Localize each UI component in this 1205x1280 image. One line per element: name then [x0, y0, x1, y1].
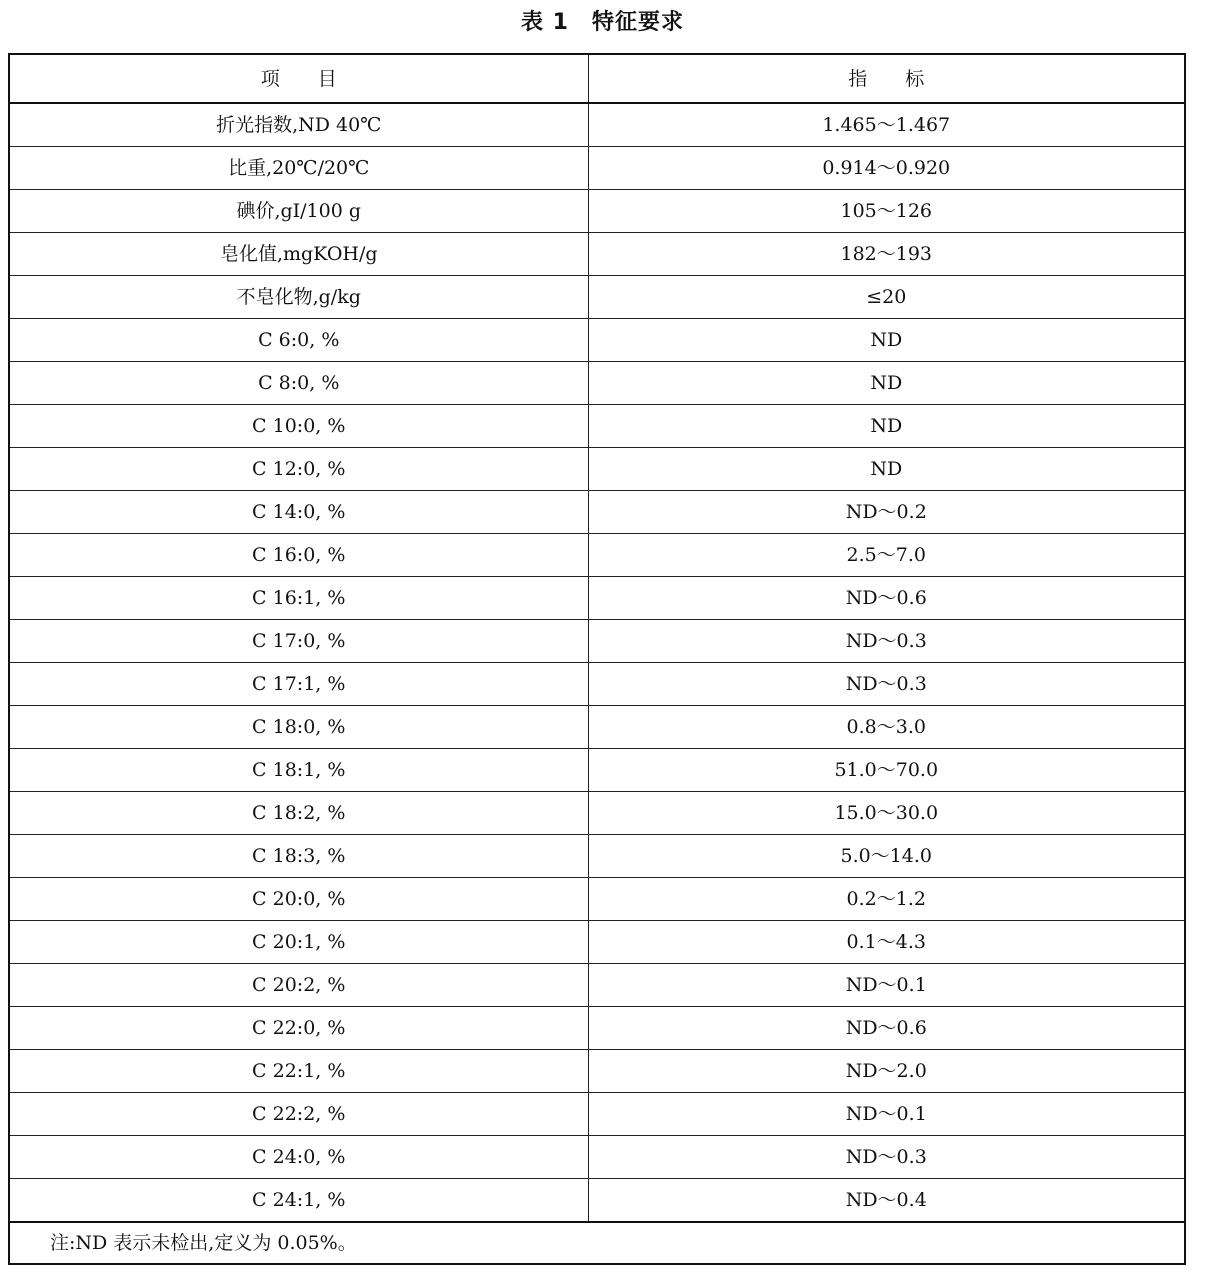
table-row	[10, 362, 1184, 405]
value-cell: 5.0～14.0	[588, 835, 1184, 878]
value-cell: 15.0～30.0	[588, 792, 1184, 835]
table-row	[10, 1050, 1184, 1093]
table-body	[10, 103, 1184, 1222]
table-row	[10, 103, 1184, 147]
value-cell: 105～126	[588, 190, 1184, 233]
value-cell: ND	[588, 448, 1184, 491]
value-cell: ND	[588, 405, 1184, 448]
table-row	[10, 663, 1184, 706]
item-cell: 不皂化物,g/kg	[10, 276, 588, 319]
item-cell: C 16:0, %	[10, 534, 588, 577]
value-cell: ND～0.3	[588, 663, 1184, 706]
table-row	[10, 620, 1184, 663]
value-cell: 51.0～70.0	[588, 749, 1184, 792]
item-cell: 比重,20℃/20℃	[10, 147, 588, 190]
item-cell: 碘价,gI/100 g	[10, 190, 588, 233]
item-cell: C 17:0, %	[10, 620, 588, 663]
table-row	[10, 233, 1184, 276]
value-cell: 182～193	[588, 233, 1184, 276]
value-cell: 0.914～0.920	[588, 147, 1184, 190]
table-row	[10, 792, 1184, 835]
item-cell: C 20:0, %	[10, 878, 588, 921]
item-cell: C 22:0, %	[10, 1007, 588, 1050]
item-cell: C 20:2, %	[10, 964, 588, 1007]
value-cell: ND～0.2	[588, 491, 1184, 534]
value-cell: 0.2～1.2	[588, 878, 1184, 921]
note-row	[10, 1222, 1184, 1263]
spec-table	[10, 55, 1184, 1263]
table-row	[10, 921, 1184, 964]
item-cell: C 12:0, %	[10, 448, 588, 491]
value-cell: 1.465～1.467	[588, 103, 1184, 147]
table-row	[10, 964, 1184, 1007]
item-cell: C 18:3, %	[10, 835, 588, 878]
value-cell: ND～0.1	[588, 964, 1184, 1007]
header-item: 项目	[10, 55, 588, 103]
value-cell: 0.1～4.3	[588, 921, 1184, 964]
table-row	[10, 276, 1184, 319]
value-cell: ND～0.6	[588, 577, 1184, 620]
table-caption: 表 1 特征要求	[521, 10, 684, 35]
table-row	[10, 577, 1184, 620]
table-row	[10, 405, 1184, 448]
table-row	[10, 534, 1184, 577]
table-row	[10, 190, 1184, 233]
item-cell: C 18:0, %	[10, 706, 588, 749]
table-row	[10, 1179, 1184, 1223]
table-row	[10, 878, 1184, 921]
table-row	[10, 706, 1184, 749]
header-row	[10, 55, 1184, 103]
item-cell: C 14:0, %	[10, 491, 588, 534]
value-cell: ND～2.0	[588, 1050, 1184, 1093]
item-cell: C 18:2, %	[10, 792, 588, 835]
item-cell: C 22:2, %	[10, 1093, 588, 1136]
item-cell: C 17:1, %	[10, 663, 588, 706]
value-cell: ND～0.4	[588, 1179, 1184, 1223]
table-row	[10, 491, 1184, 534]
item-cell: C 20:1, %	[10, 921, 588, 964]
table-row	[10, 835, 1184, 878]
item-cell: 折光指数,ND 40℃	[10, 103, 588, 147]
value-cell: ND	[588, 319, 1184, 362]
value-cell: ND	[588, 362, 1184, 405]
value-cell: ND～0.6	[588, 1007, 1184, 1050]
item-cell: C 6:0, %	[10, 319, 588, 362]
header-value: 指标	[588, 55, 1184, 103]
table-row	[10, 1093, 1184, 1136]
item-cell: C 18:1, %	[10, 749, 588, 792]
item-cell: C 8:0, %	[10, 362, 588, 405]
table-note: 注:ND 表示未检出,定义为 0.05%。	[10, 1222, 1184, 1263]
spec-table-frame	[8, 53, 1186, 1265]
value-cell: ND～0.3	[588, 620, 1184, 663]
table-row	[10, 1136, 1184, 1179]
value-cell: ND～0.3	[588, 1136, 1184, 1179]
table-row	[10, 147, 1184, 190]
item-cell: C 10:0, %	[10, 405, 588, 448]
value-cell: 2.5～7.0	[588, 534, 1184, 577]
item-cell: C 24:0, %	[10, 1136, 588, 1179]
table-row	[10, 448, 1184, 491]
item-cell: 皂化值,mgKOH/g	[10, 233, 588, 276]
item-cell: C 24:1, %	[10, 1179, 588, 1223]
table-row	[10, 319, 1184, 362]
item-cell: C 22:1, %	[10, 1050, 588, 1093]
table-row	[10, 1007, 1184, 1050]
value-cell: ≤20	[588, 276, 1184, 319]
value-cell: 0.8～3.0	[588, 706, 1184, 749]
table-row	[10, 749, 1184, 792]
item-cell: C 16:1, %	[10, 577, 588, 620]
value-cell: ND～0.1	[588, 1093, 1184, 1136]
